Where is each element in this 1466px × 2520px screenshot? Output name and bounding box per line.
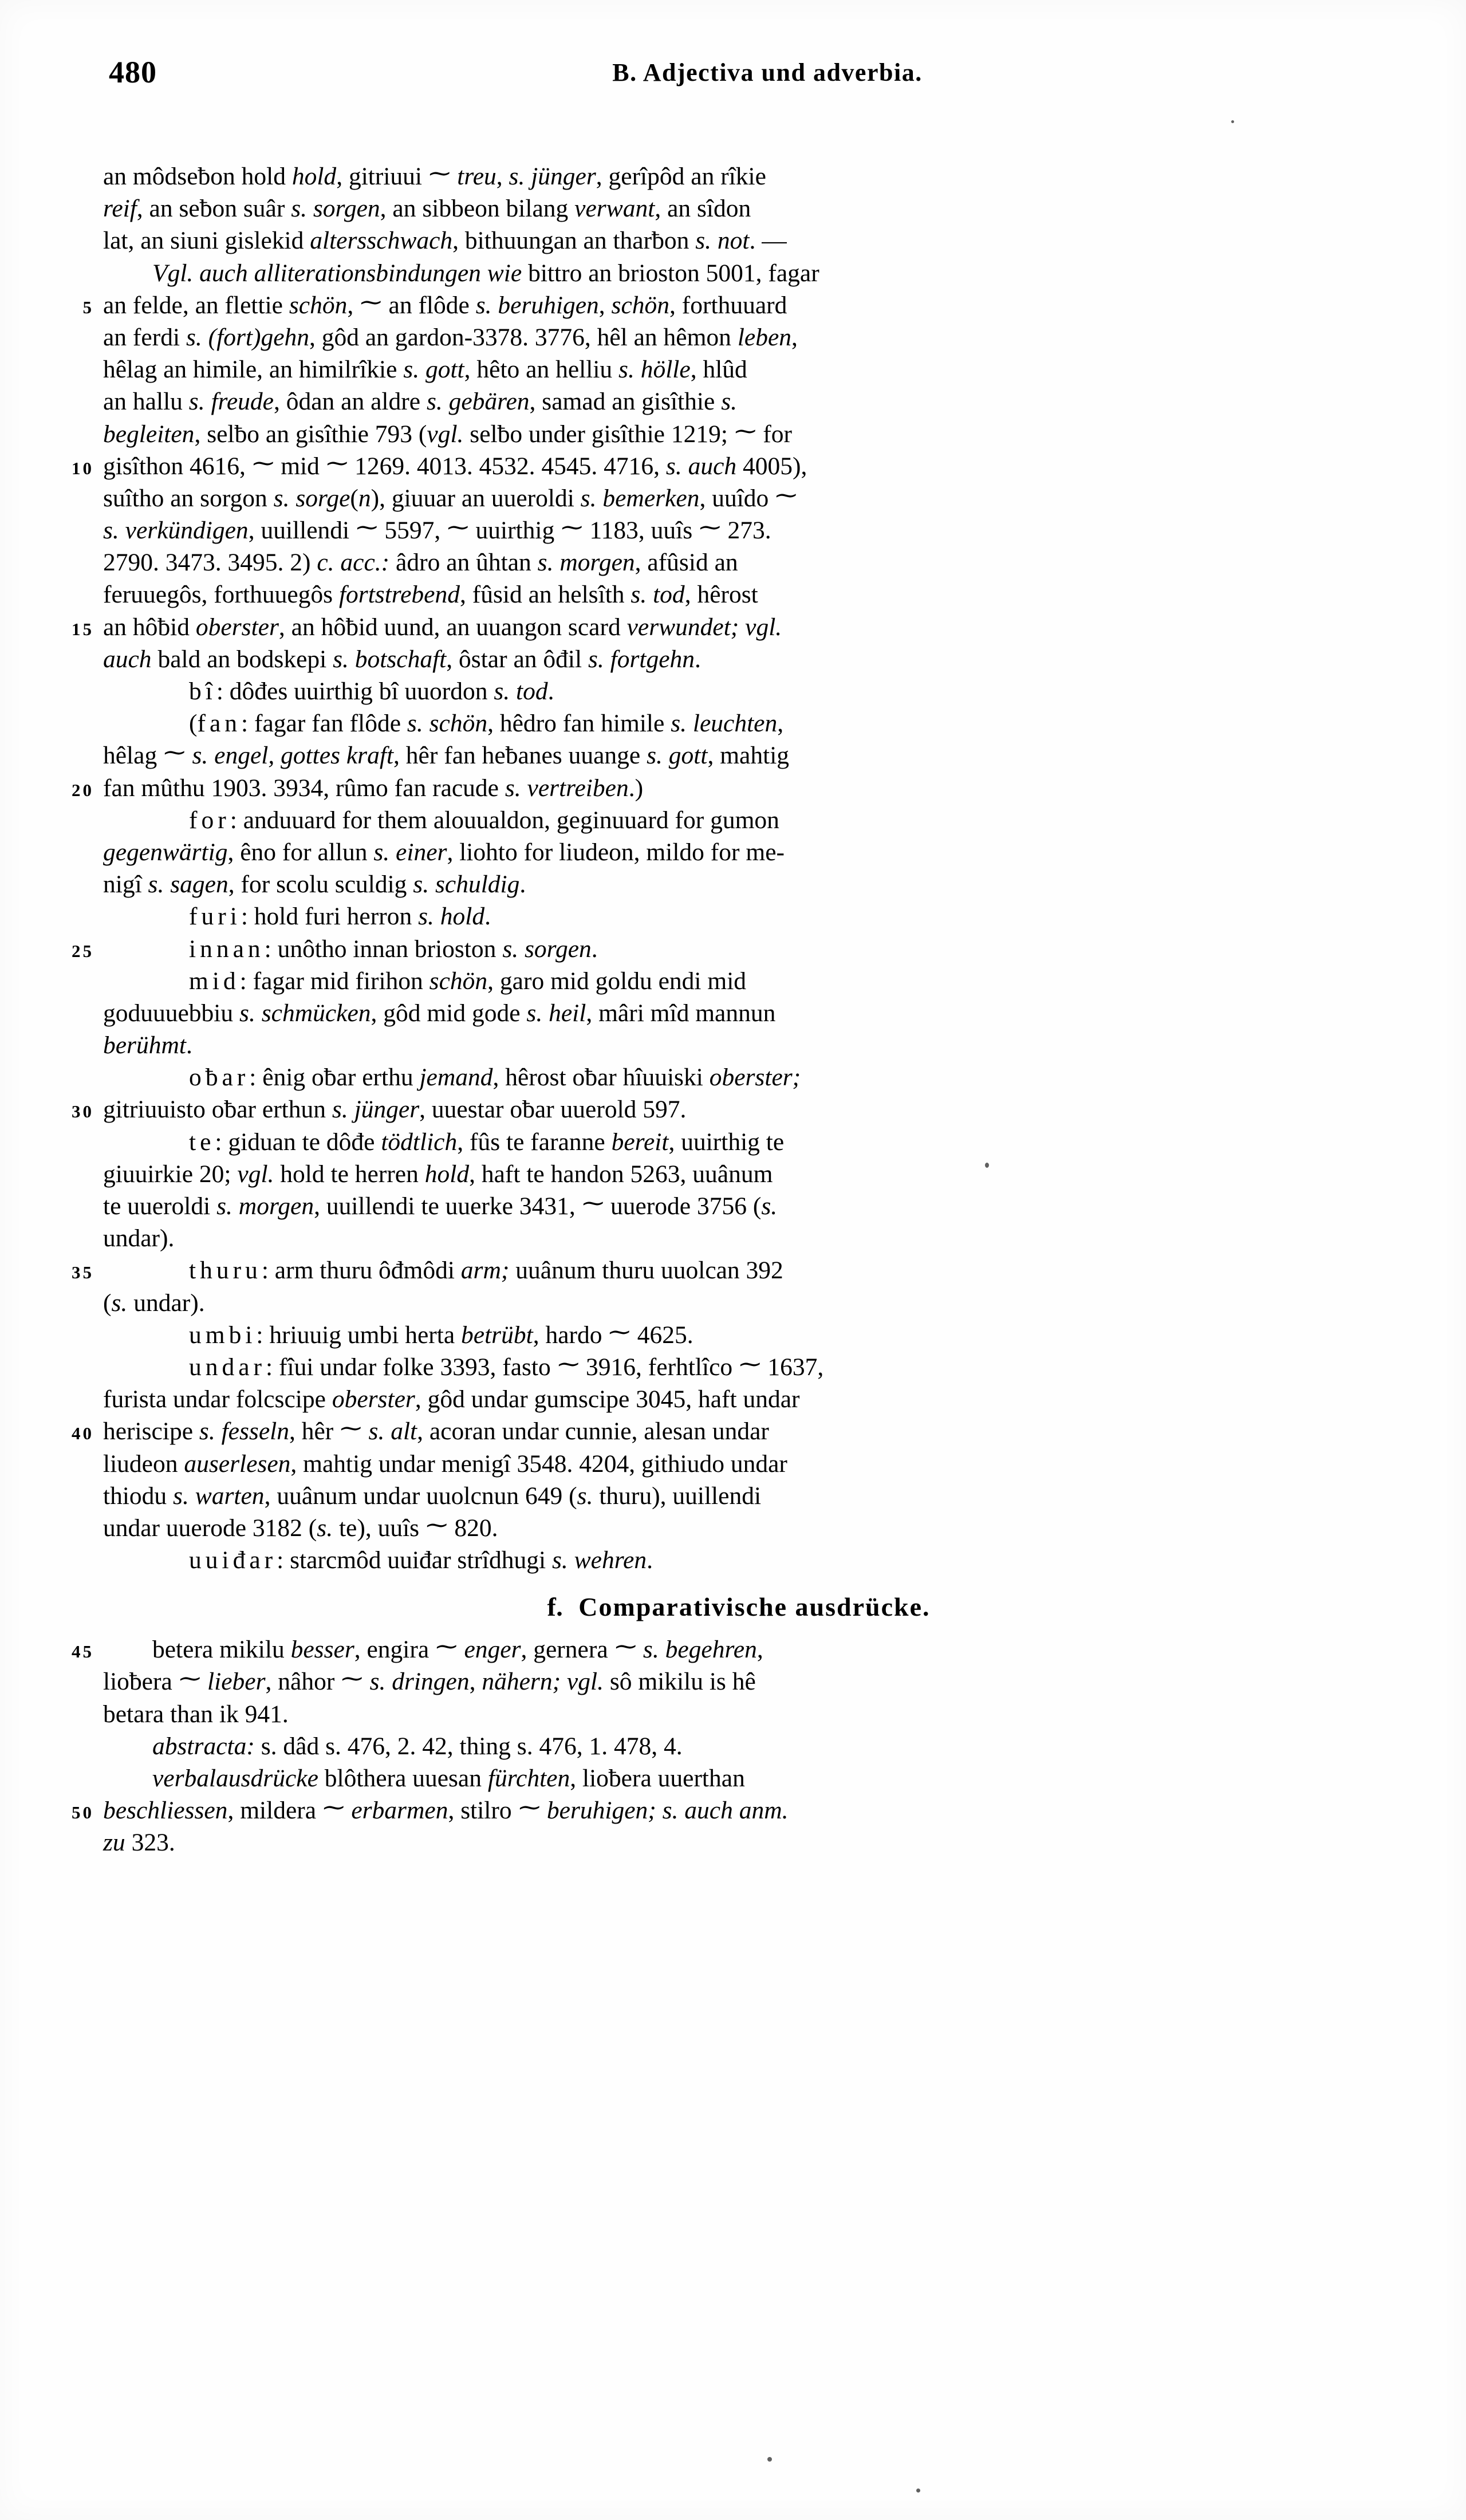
text-line (103, 385, 1374, 418)
text-line (72, 1415, 1374, 1447)
line-text: undar). (103, 1224, 175, 1253)
line-text: gegenwärtig, êno for allun s. einer, liohto for liudeon, mildo for me- (103, 838, 785, 866)
line-text: gisîthon 4616, ∼ mid ∼ 1269. 4013. 4532. 4545. 4716, s. auch 4005), (103, 450, 807, 480)
section-heading-title: Comparativische ausdrücke. (563, 1592, 931, 1622)
line-text: lioƀera ∼ lieber, nâhor ∼ s. dringen, nähern; vgl. sô mikilu is hê (103, 1665, 756, 1696)
line-text: an ferdi s. (fort)gehn, gôd an gardon-3378. 3776, hêl an hêmon leben, (103, 323, 798, 351)
line-text: an hallu s. freude, ôdan an aldre s. gebären, samad an gisîthie s. (103, 388, 737, 416)
text-line (103, 868, 1374, 900)
text-line (72, 933, 1374, 965)
line-text: abstracta: s. dâd s. 476, 2. 42, thing s. 476, 1. 478, 4. (152, 1732, 683, 1760)
text-line (103, 1061, 1374, 1093)
line-text: feruuegôs, forthuuegôs fortstrebend, fûsid an helsîth s. tod, hêrost (103, 581, 758, 609)
text-line (72, 1633, 1374, 1665)
line-text: nigî s. sagen, for scolu sculdig s. schuldig. (103, 871, 526, 899)
line-text: s. verkündigen, uuillendi ∼ 5597, ∼ uuirthig ∼ 1183, uuîs ∼ 273. (103, 514, 771, 545)
text-line (103, 1319, 1374, 1351)
line-text: thuru: arm thuru ôđmôdi arm; uuânum thuru uuolcan 392 (189, 1257, 783, 1285)
line-text: betara than ik 941. (103, 1700, 289, 1728)
line-text: zu 323. (103, 1829, 175, 1857)
text-line (103, 353, 1374, 385)
text-line (103, 257, 1374, 289)
text-line (103, 1665, 1374, 1698)
text-line (72, 450, 1374, 482)
line-number: 35 (72, 1262, 94, 1283)
line-text: gitriuuisto oƀar erthun s. jünger, uuestar oƀar uuerold 597. (103, 1096, 687, 1124)
text-line (103, 643, 1374, 675)
scan-speck (916, 2488, 920, 2493)
text-line (103, 965, 1374, 997)
line-text: an felde, an flettie schön, ∼ an flôde s. beruhigen, schön, forthuuard (103, 289, 787, 319)
line-text: betera mikilu besser, engira ∼ enger, gernera ∼ s. begehren, (152, 1633, 763, 1664)
line-number: 25 (72, 940, 94, 961)
text-line (103, 1512, 1374, 1544)
line-number: 10 (72, 458, 94, 478)
line-text: verbalausdrücke blôthera uuesan fürchten, lioƀera uuerthan (152, 1765, 745, 1792)
line-text: berühmt. (103, 1031, 192, 1060)
text-line (103, 546, 1374, 578)
text-line (103, 1698, 1374, 1730)
line-text: an hôƀid oberster, an hôƀid uund, an uuangon scard verwundet; vgl. (103, 613, 782, 641)
line-text: umbi: hriuuig umbi herta betrübt, hardo ∼ 4625. (189, 1318, 693, 1349)
line-text: (fan: fagar fan flôde s. schön, hêdro fan himile s. leuchten, (189, 710, 784, 738)
running-head (109, 54, 1369, 94)
line-text: Vgl. auch alliterationsbindungen wie bittro an brioston 5001, fagar (152, 259, 819, 287)
text-line (103, 578, 1374, 611)
text-line (103, 1158, 1374, 1190)
text-line (103, 1351, 1374, 1383)
line-number: 40 (72, 1423, 94, 1444)
line-text: te: giduan te dôđe tödtlich, fûs te faranne bereit, uuirthig te (189, 1128, 785, 1156)
text-line (103, 1029, 1374, 1061)
text-line (103, 900, 1374, 932)
line-text: hêlag an himile, an himilrîkie s. gott, hêto an helliu s. hölle, hlûd (103, 356, 747, 384)
line-text: (s. undar). (103, 1289, 205, 1317)
text-line (103, 1126, 1374, 1158)
text-line (103, 707, 1374, 739)
text-line (72, 1254, 1374, 1286)
line-text: fan mûthu 1903. 3934, rûmo fan racude s. vertreiben.) (103, 774, 644, 802)
line-text: suîtho an sorgon s. sorge(n), giuuar an uueroldi s. bemerken, uuîdo ∼ (103, 482, 799, 512)
line-text: lat, an siuni gislekid altersschwach, bithuungan an tharƀon s. not. — (103, 227, 787, 255)
text-line (103, 836, 1374, 868)
line-text: liudeon auserlesen, mahtig undar menigî 3548. 4204, githiudo undar (103, 1450, 787, 1478)
line-text: bî: dôđes uuirthig bî uuordon s. tod. (189, 678, 554, 705)
line-number: 5 (82, 297, 94, 317)
text-line (72, 1794, 1374, 1826)
text-line (103, 1826, 1374, 1858)
text-line (103, 1762, 1374, 1794)
text-line (103, 321, 1374, 353)
text-line (103, 192, 1374, 225)
line-number: 30 (72, 1101, 94, 1122)
line-text: reif, an seƀon suâr s. sorgen, an sibbeon bilang verwant, an sîdon (103, 195, 751, 223)
line-text: innan: unôtho innan brioston s. sorgen. (189, 935, 598, 963)
text-line (82, 289, 1374, 321)
text-line (72, 611, 1374, 643)
text-line (103, 1222, 1374, 1254)
text-line (103, 482, 1374, 514)
text-line (103, 1544, 1374, 1576)
text-line (103, 675, 1374, 707)
section-heading (103, 1591, 1374, 1625)
line-text: thiodu s. warten, uuânum undar uuolcnun 649 (s. thuru), uuillendi (103, 1482, 762, 1510)
page-number: 480 (109, 55, 157, 89)
text-line (103, 418, 1374, 450)
running-head-title: B. Adjectiva und adverbia. (612, 58, 923, 86)
text-column (72, 160, 1374, 1859)
line-text: hêlag ∼ s. engel, gottes kraft, hêr fan heƀanes uuange s. gott, mahtig (103, 739, 790, 770)
line-text: beschliessen, mildera ∼ erbarmen, stilro ∼ beruhigen; s. auch anm. (103, 1794, 789, 1825)
scan-speck (767, 2457, 772, 2462)
line-number: 15 (72, 619, 94, 639)
line-number: 20 (72, 779, 94, 800)
text-line (103, 160, 1374, 192)
line-number: 50 (72, 1802, 94, 1823)
line-text: 2790. 3473. 3495. 2) c. acc.: âdro an ûhtan s. morgen, afûsid an (103, 549, 738, 577)
text-line (103, 225, 1374, 257)
line-text: begleiten, selƀo an gisîthie 793 (vgl. selƀo under gisîthie 1219; ∼ for (103, 418, 792, 448)
scan-speck (985, 1163, 989, 1168)
line-text: furi: hold furi herron s. hold. (189, 903, 491, 931)
line-text: undar: fîui undar folke 3393, fasto ∼ 3916, ferhtlîco ∼ 1637, (189, 1350, 824, 1381)
text-line (103, 1480, 1374, 1512)
text-line (103, 1383, 1374, 1415)
text-line (72, 772, 1374, 804)
line-text: for: anduuard for them alouualdon, geginuuard for gumon (189, 806, 779, 834)
line-text: an môdseƀon hold hold, gitriuui ∼ treu, s. jünger, gerîpôd an rîkie (103, 160, 766, 190)
text-line (103, 1190, 1374, 1222)
line-text: furista undar folcscipe oberster, gôd undar gumscipe 3045, haft undar (103, 1385, 800, 1413)
line-text: mid: fagar mid firihon schön, garo mid goldu endi mid (189, 967, 747, 995)
line-text: heriscipe s. fesseln, hêr ∼ s. alt, acoran undar cunnie, alesan undar (103, 1415, 769, 1446)
text-line (103, 804, 1374, 836)
line-text: oƀar: ênig oƀar erthu jemand, hêrost oƀar hîuuiski oberster; (189, 1064, 801, 1092)
scan-speck (1231, 120, 1234, 123)
text-line (72, 1093, 1374, 1125)
text-line (103, 1287, 1374, 1319)
text-line (103, 739, 1374, 771)
text-line (103, 514, 1374, 546)
line-text: auch bald an bodskepi s. botschaft, ôstar an ôđil s. fortgehn. (103, 645, 701, 673)
text-line (103, 997, 1374, 1029)
text-line (103, 1730, 1374, 1762)
text-line (103, 1448, 1374, 1480)
line-text: undar uuerode 3182 (s. te), uuîs ∼ 820. (103, 1511, 498, 1542)
line-text: giuuirkie 20; vgl. hold te herren hold, haft te handon 5263, uuânum (103, 1160, 773, 1188)
line-text: te uueroldi s. morgen, uuillendi te uuerke 3431, ∼ uuerode 3756 (s. (103, 1190, 778, 1220)
line-number: 45 (72, 1641, 94, 1662)
section-heading-letter: f. (547, 1592, 563, 1622)
line-text: uuiđar: starcmôd uuiđar strîdhugi s. wehren. (189, 1546, 653, 1574)
line-text: goduuuebbiu s. schmücken, gôd mid gode s. heil, mâri mîd mannun (103, 999, 776, 1027)
